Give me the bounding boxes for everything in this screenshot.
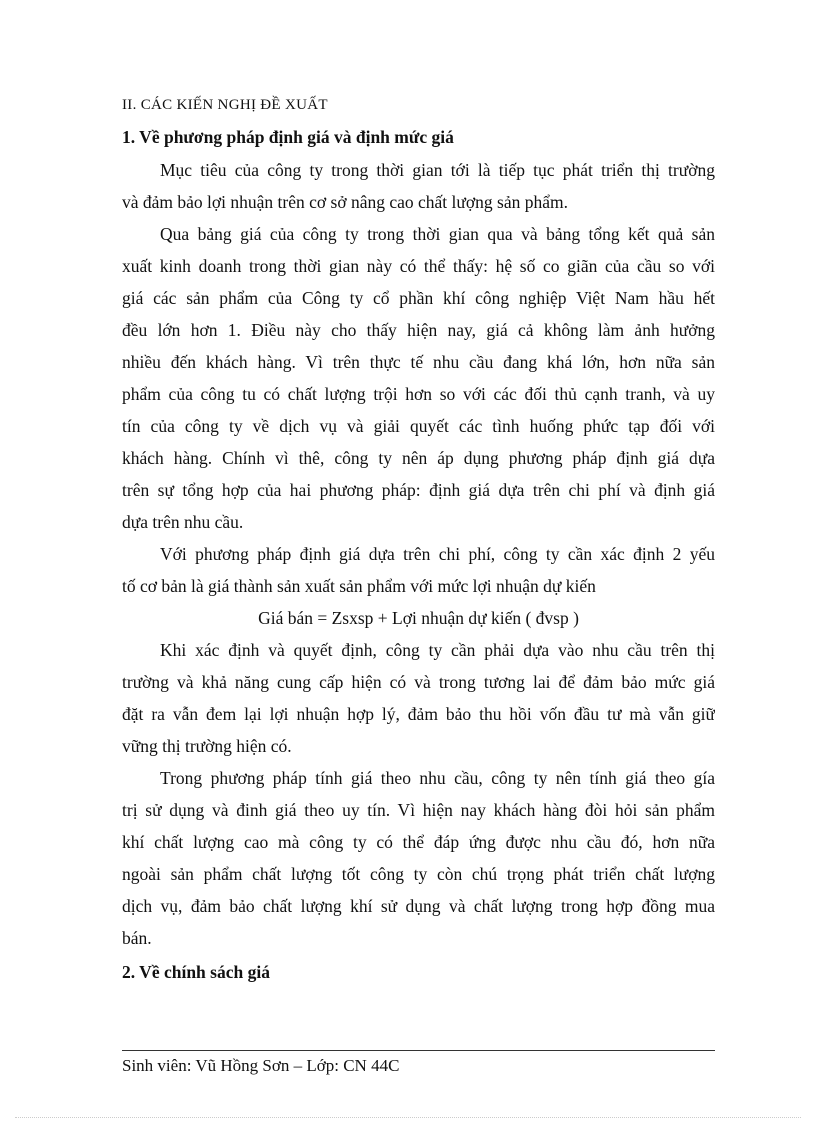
- section-title: II. CÁC KIẾN NGHỊ ĐỀ XUẤT: [122, 97, 328, 113]
- text-line: nhiều đến khách hàng. Vì trên thực tế nhu cầu đang khá lớn, hơn nữa sản: [122, 352, 715, 372]
- price-formula: Giá bán = Zsxsp + Lợi nhuận dự kiến ( đvsp ): [258, 608, 579, 628]
- text-line: trường và khả năng cung cấp hiện có và trong tương lai để đảm bảo mức giá: [122, 672, 715, 692]
- text-line: Với phương pháp định giá dựa trên chi phí, công ty cần xác định 2 yếu: [160, 544, 715, 564]
- text-line: trị sử dụng và đinh giá theo uy tín. Vì hiện nay khách hàng đòi hỏi sản phẩm: [122, 800, 715, 820]
- text-line: khách hàng. Chính vì thê, công ty nên áp dụng phương pháp định giá dựa: [122, 448, 715, 468]
- text-line: giá các sản phẩm của Công ty cổ phần khí công nghiệp Việt Nam hầu hết: [122, 288, 715, 308]
- text-line: phẩm của công tu có chất lượng trội hơn so với các đối thủ cạnh tranh, và uy: [122, 384, 715, 404]
- text-line: tín của công ty về dịch vụ và giải quyết các tình huống phức tạp đối với: [122, 416, 715, 436]
- page-boundary: [15, 1117, 801, 1118]
- text-line: Khi xác định và quyết định, công ty cần phải dựa vào nhu cầu trên thị: [160, 640, 715, 660]
- text-line: đặt ra vẫn đem lại lợi nhuận hợp lý, đảm bảo thu hồi vốn đầu tư mà vẫn giữ: [122, 704, 715, 724]
- text-line: đều lớn hơn 1. Điều này cho thấy hiện nay, giá cả không làm ảnh hưởng: [122, 320, 715, 340]
- text-line: khí chất lượng cao mà công ty có thể đáp ứng được nhu cầu đó, hơn nữa: [122, 832, 715, 852]
- subsection-title-pricing-policy: 2. Về chính sách giá: [122, 962, 270, 982]
- text-line: bán.: [122, 928, 152, 948]
- text-line: dịch vụ, đảm bảo chất lượng khí sử dụng và chất lượng trong hợp đồng mua: [122, 896, 715, 916]
- footer-divider: [122, 1050, 715, 1051]
- text-line: xuất kinh doanh trong thời gian này có thể thấy: hệ số co giãn của cầu so với: [122, 256, 715, 276]
- text-line: Qua bảng giá của công ty trong thời gian qua và bảng tổng kết quả sản: [160, 224, 715, 244]
- footer-student-info: Sinh viên: Vũ Hồng Sơn – Lớp: CN 44C: [122, 1056, 400, 1075]
- text-line: tố cơ bản là giá thành sản xuất sản phẩm với mức lợi nhuận dự kiến: [122, 576, 596, 596]
- text-line: ngoài sản phẩm chất lượng tốt công ty còn chú trọng phát triển chất lượng: [122, 864, 715, 884]
- text-line: Trong phương pháp tính giá theo nhu cầu, công ty nên tính giá theo gía: [160, 768, 715, 788]
- text-line: Mục tiêu của công ty trong thời gian tới là tiếp tục phát triển thị trường: [160, 160, 715, 180]
- text-line: vững thị trường hiện có.: [122, 736, 292, 756]
- text-line: và đảm bảo lợi nhuận trên cơ sở nâng cao chất lượng sản phẩm.: [122, 192, 568, 212]
- text-line: dựa trên nhu cầu.: [122, 512, 244, 532]
- text-line: trên sự tổng hợp của hai phương pháp: định giá dựa trên chi phí và định giá: [122, 480, 715, 500]
- subsection-title-pricing-method: 1. Về phương pháp định giá và định mức giá: [122, 127, 454, 147]
